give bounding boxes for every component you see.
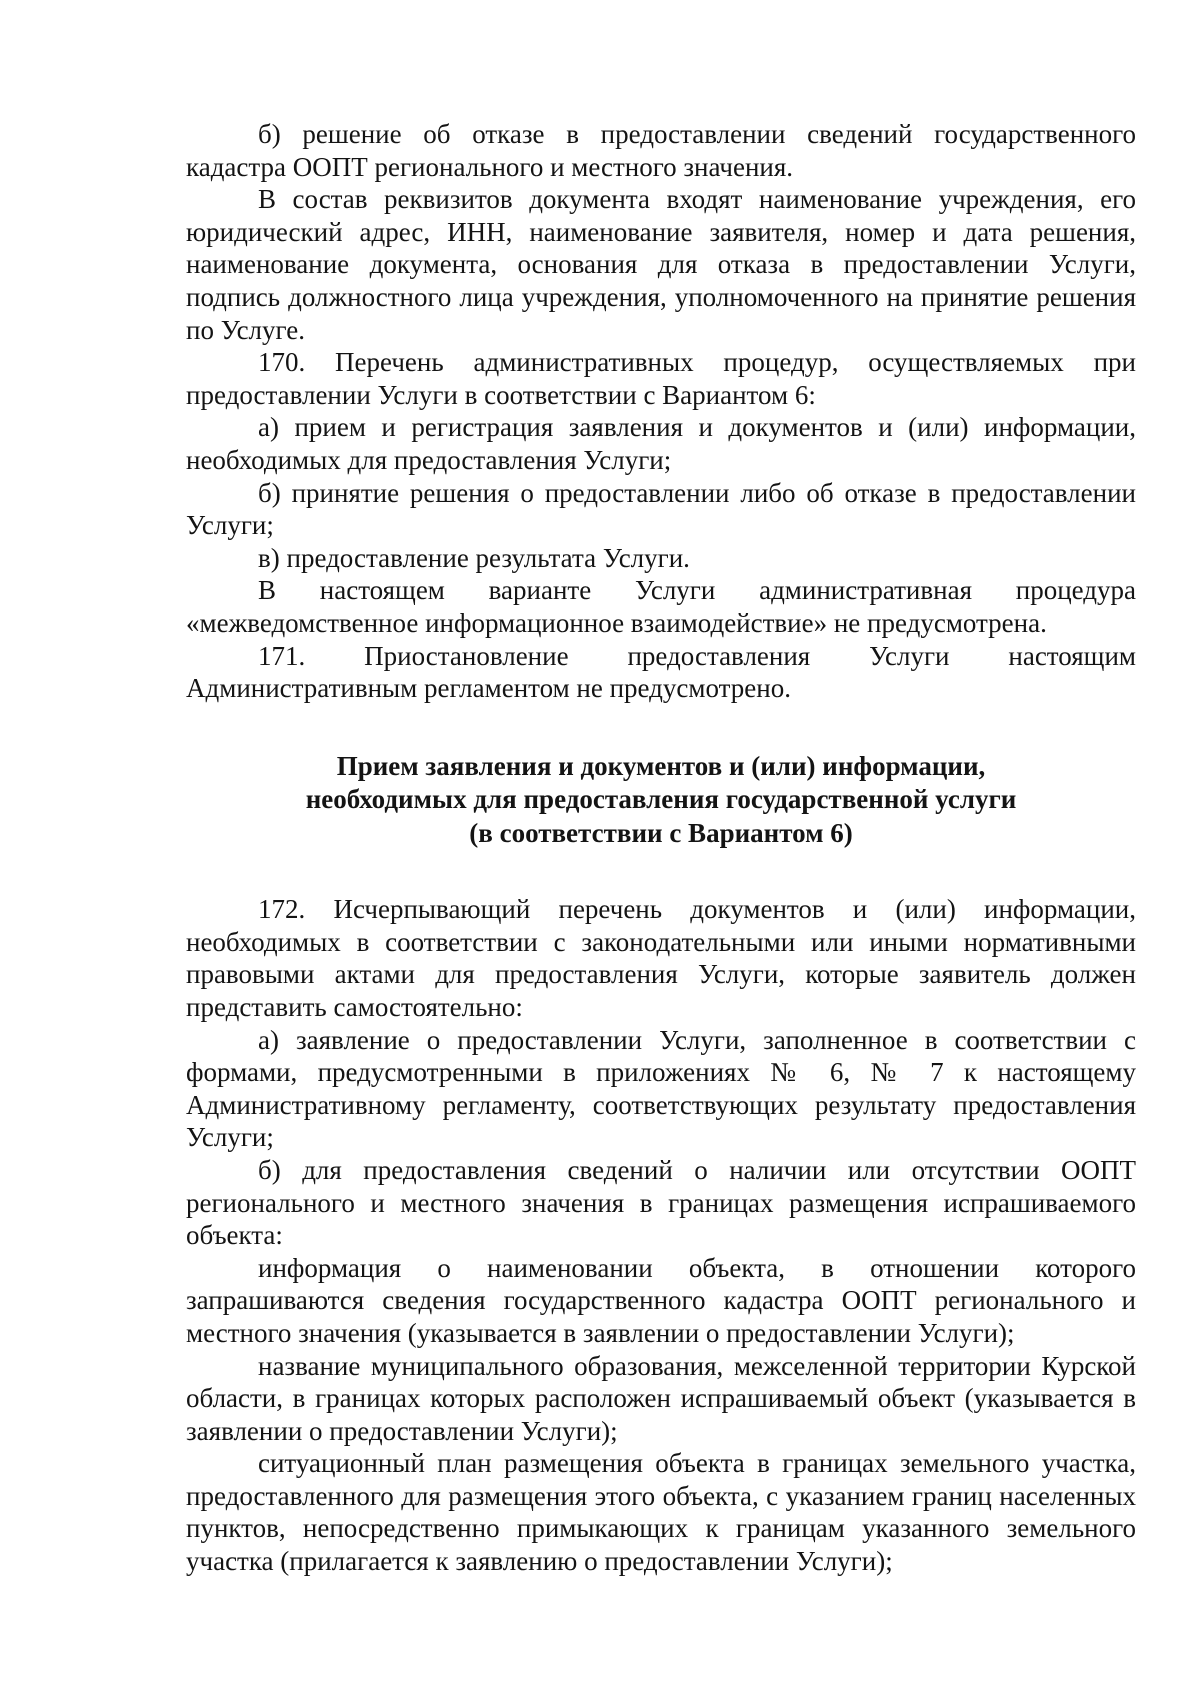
paragraph-document-requisites: В состав реквизитов документа входят наименование учреждения, его юридический адрес, ИНН, наименование заявителя, номер и дата решения, наименование документа, основания для отказа в предоставлении Услуги, подпись должностного лица учреждения, уполномоченного на принятие решения по Услуге. <box>186 184 1136 345</box>
paragraph-situational-plan: ситуационный план размещения объекта в границах земельного участка, предоставленного для размещения этого объекта, с указанием границ населенных пунктов, непосредственно примыкающих к границам указанного земельного участка (прилагается к заявлению о предоставлении Услуги); <box>186 1448 1136 1577</box>
paragraph-170-a: а) прием и регистрация заявления и документов и (или) информации, необходимых для предоставления Услуги; <box>186 412 1136 475</box>
paragraph-170-v: в) предоставление результата Услуги. <box>258 542 690 573</box>
section-heading <box>186 750 1136 851</box>
paragraph-170: 170. Перечень административных процедур, осуществляемых при предоставлении Услуги в соответствии с Вариантом 6: <box>186 347 1136 410</box>
paragraph-172: 172. Исчерпывающий перечень документов и (или) информации, необходимых в соответствии с законодательными или иными нормативными правовыми актами для предоставления Услуги, которые заявитель должен представить самостоятельно: <box>186 894 1136 1022</box>
section-heading-line-3: (в соответствии с Вариантом 6) <box>469 817 853 848</box>
paragraph-172-a: а) заявление о предоставлении Услуги, заполненное в соответствии с формами, предусмотренными в приложениях № 6, № 7 к настоящему Административному регламенту, соответствующих результату предоставления Услуги; <box>186 1024 1136 1153</box>
paragraph-interagency-note: В настоящем варианте Услуги административная процедура «межведомственное информационное взаимодействие» не предусмотрена. <box>186 575 1136 638</box>
document-body <box>186 118 1136 1578</box>
paragraph-172-b: б) для предоставления сведений о наличии или отсутствии ООПТ регионального и местного значения в границах размещения испрашиваемого объекта: <box>186 1154 1136 1251</box>
paragraph-171: 171. Приостановление предоставления Услуги настоящим Административным регламентом не предусмотрено. <box>186 640 1136 704</box>
paragraph-decision-refusal: б) решение об отказе в предоставлении сведений государственного кадастра ООПТ регионального и местного значения. <box>186 119 1136 182</box>
paragraph-municipality-name: название муниципального образования, межселенной территории Курской области, в границах которых расположен испрашиваемый объект (указывается в заявлении о предоставлении Услуги); <box>186 1350 1136 1446</box>
section-heading-line-2: необходимых для предоставления государственной услуги <box>305 784 1017 815</box>
paragraph-object-name-info: информация о наименовании объекта, в отношении которого запрашиваются сведения государственного кадастра ООПТ регионального и местного значения (указывается в заявлении о предоставлении Услуги); <box>186 1252 1136 1348</box>
section-heading-line-1: Прием заявления и документов и (или) информации, <box>336 750 986 781</box>
paragraph-170-b: б) принятие решения о предоставлении либо об отказе в предоставлении Услуги; <box>186 477 1136 541</box>
section-content <box>186 893 1136 1577</box>
